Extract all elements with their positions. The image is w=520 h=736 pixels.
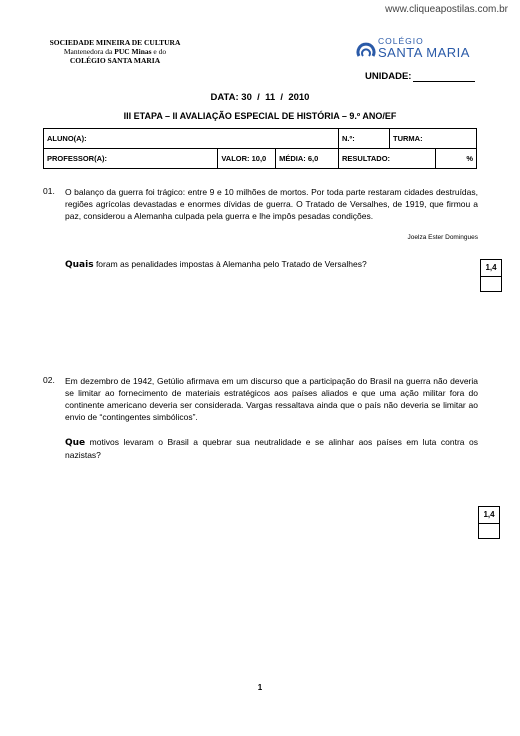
exam-title: III ETAPA – II AVALIAÇÃO ESPECIAL DE HISTÓRIA – 9.º ANO/EF bbox=[123, 111, 397, 121]
logo-small-text: COLÉGIO bbox=[378, 36, 424, 46]
percent-label: % bbox=[466, 154, 473, 163]
student-info-table bbox=[43, 128, 477, 169]
question-2-number: 02. bbox=[43, 375, 55, 385]
question-2-score: 1,4 bbox=[479, 507, 499, 524]
logo-big-text: SANTA MARIA bbox=[378, 45, 470, 60]
valor-cell bbox=[218, 149, 276, 169]
institution-line-2-suffix: e do bbox=[151, 47, 167, 56]
question-2-prompt-rest: motivos levaram o Brasil a quebrar sua neutralidade e se alinhar aos países em luta contra os nazistas? bbox=[65, 437, 478, 460]
question-1-prompt-word: Quais bbox=[65, 260, 94, 270]
school-logo bbox=[356, 32, 486, 64]
question-1-prompt bbox=[65, 258, 445, 271]
professor-label: PROFESSOR(A): bbox=[47, 154, 107, 163]
resultado-cell[interactable] bbox=[339, 149, 436, 169]
question-2-prompt bbox=[65, 436, 478, 461]
question-2-score-blank[interactable] bbox=[479, 524, 499, 538]
institution-line-1: SOCIEDADE MINEIRA DE CULTURA bbox=[49, 38, 181, 47]
unidade-field bbox=[365, 71, 475, 82]
question-1-prompt-rest: foram as penalidades impostas à Alemanha pelo Tratado de Versalhes? bbox=[93, 259, 367, 269]
aluno-cell[interactable] bbox=[44, 129, 339, 149]
watermark-url: www.cliqueapostilas.com.br bbox=[385, 4, 508, 15]
unidade-blank[interactable] bbox=[413, 72, 475, 82]
valor-label: VALOR: 10,0 bbox=[221, 154, 267, 163]
question-1-score-box bbox=[480, 259, 502, 292]
institution-line-2-bold: PUC Minas bbox=[114, 47, 152, 56]
institution-header bbox=[40, 38, 190, 65]
institution-line-3: COLÉGIO SANTA MARIA bbox=[69, 56, 161, 65]
question-2-text: Em dezembro de 1942, Getúlio afirmava em um discurso que a participação do Brasil na guerra não deveria se limitar ao fornecimento de materiais estratégicos aos países aliados e que uma ação militar fora do continente americano deveria ser considerada. Vargas ressaltava ainda que o país não deveria se limitar ao envio de “contingentes simbólicos”. bbox=[65, 376, 478, 422]
question-1-score: 1,4 bbox=[481, 260, 501, 277]
numero-cell[interactable] bbox=[339, 129, 390, 149]
aluno-label: ALUNO(A): bbox=[47, 134, 87, 143]
media-cell bbox=[276, 149, 339, 169]
exam-date: DATA: 30 / 11 / 2010 bbox=[210, 92, 310, 103]
question-1-text: O balanço da guerra foi trágico: entre 9 e 10 milhões de mortos. Por toda parte restaram cidades destruídas, regiões agrícolas devastadas e enormes dívidas de guerra. O Tratado de Versalhes, de 1919, que firmou a paz, considerou a Alemanha culpada pela guerra e lhe impôs pesadas condições. bbox=[65, 187, 478, 221]
question-1-score-blank[interactable] bbox=[481, 277, 501, 291]
question-2-prompt-word: Que bbox=[65, 438, 86, 448]
turma-cell[interactable] bbox=[390, 129, 477, 149]
institution-line-2-prefix: Mantenedora da bbox=[63, 47, 115, 56]
resultado-label: RESULTADO: bbox=[342, 154, 391, 163]
question-2-score-box bbox=[478, 506, 500, 539]
media-label: MÉDIA: 6,0 bbox=[279, 154, 319, 163]
percent-cell bbox=[436, 149, 477, 169]
question-1-number: 01. bbox=[43, 186, 55, 196]
turma-label: TURMA: bbox=[393, 134, 423, 143]
numero-label: N.º: bbox=[342, 134, 355, 143]
unidade-label: UNIDADE: bbox=[365, 71, 412, 82]
institution-line-2 bbox=[40, 47, 190, 56]
question-1-author: Joelza Ester Domingues bbox=[407, 234, 478, 241]
logo-arc-icon bbox=[356, 32, 376, 62]
professor-cell[interactable] bbox=[44, 149, 218, 169]
page-number: 1 bbox=[257, 683, 263, 692]
